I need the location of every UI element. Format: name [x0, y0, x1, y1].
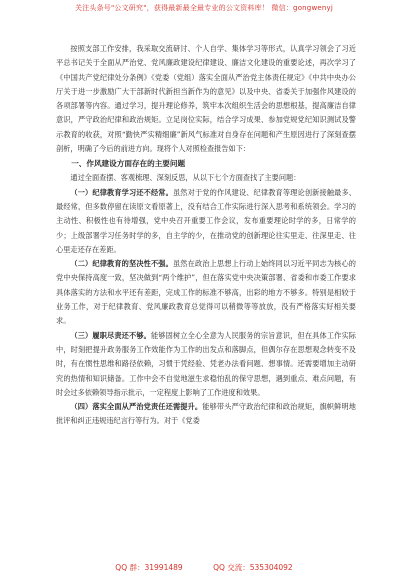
item-text-4: 能够带头严守政治纪律和政治规矩，旗帜鲜明地批评和纠正违规违纪言行等行为。对于《党委: [56, 402, 356, 426]
item-paragraph-2: [56, 257, 356, 328]
item-paragraph-1: [56, 186, 356, 257]
intro-paragraph: 按照支部工作安排，我采取交流研讨、个人自学、集体学习等形式，认真学习领会了习近平总书记关于全面从严治党、党风廉政建设纪律建设、廉洁文化建设的重要论述，再次学习了《中国共产党纪律处分条例》《党委（党组）落实全面从严治党主体责任规定》《中共中央办公厅关于进一步激励广大干部新时代新担当新作为的意见》以及中央、省委关于加强作风建设的各项部署等内容。通过学习，提升理论修养，筑牢本次组织生活会的思想根基，提高廉洁自律意识，严守政治纪律和政治规矩。立足岗位实际，结合学习成果、参加党规党纪知识测试及警示教育的收获，对照“勤快严实精细廉”新风气标准对自身存在问题和产生原因进行了深刻查摆剖析，明确了今后的前进方向。现将个人对照检查报告如下：: [56, 44, 356, 154]
item-text-1: 虽然对于党的作风建设、纪律教育等理论创新接触最多、最经常，但多数停留在读原文看原著上，没有结合工作实际进行深入思考和系统领会。学习的主动性、积极性也有待增强，党中央召开重要工作会议，发布重要理论时学的多，日常学的少；上级部署学习任务时学的多，自主学的少，在推动党的创新理论往实里走、往深里走、往心里走还存在差距。: [56, 187, 356, 254]
header-banner: 关注头条号"公文研究"，获得最新最全最专业的公文资料库！ 微信：gongwenyj: [74, 4, 334, 12]
item-label-4: （四）落实全面从严治党责任还需提升。: [70, 402, 203, 412]
document-body: [56, 42, 356, 429]
item-paragraph-3: [56, 329, 356, 400]
item-text-2: 虽然在政治上思想上行动上始终同以习近平同志为核心的党中央保持高度一致，坚决做到“两个维护”，但在落实党中央决策部署、省委和市委工作要求具体落实的方法和水平还有差距，完成工作的标准不够高，出彩的地方不够多。特别是相较于业务工作，对于纪律教育、党风廉政教育总觉得可以稍微等等放放，没有严格落实好相关要求。: [56, 259, 356, 326]
footer-contact: [0, 562, 408, 573]
section-intro: 通过全面查摆、客观梳理、深刻反思，从以下七个方面查找了主要问题：: [70, 173, 301, 183]
footer-qq-group: QQ 群：31991489: [115, 563, 183, 572]
item-label-2: （二）纪律教育的坚决性不强。: [70, 259, 173, 269]
item-label-1: （一）纪律教育学习还不经常。: [70, 187, 173, 197]
section-title: 一、作风建设方面存在的主要问题: [71, 159, 186, 169]
footer-qq-contact: QQ 交流：535304092: [213, 563, 293, 572]
item-label-3: （三）履职尽责还不够。: [70, 330, 151, 340]
item-text-3: 能够固树立全心全意为人民服务的宗旨意识，但在具体工作实际中，时刻把提升政务服务工作效能作为工作的出发点和落脚点，但偶尔存在思想观念转变不及时，有在惯性思维和路径依赖，习惯于凭经验、凭老办法看问题、想事情。还需要增加主动研究的热情和知识储备。工作中会不自觉地滋生求稳怕乱的保守思想，遇到重点、难点问题，有时会过多依赖领导指示批示，一定程度上影响了工作进度和效果。: [56, 330, 356, 397]
item-paragraph-4: [56, 400, 356, 429]
